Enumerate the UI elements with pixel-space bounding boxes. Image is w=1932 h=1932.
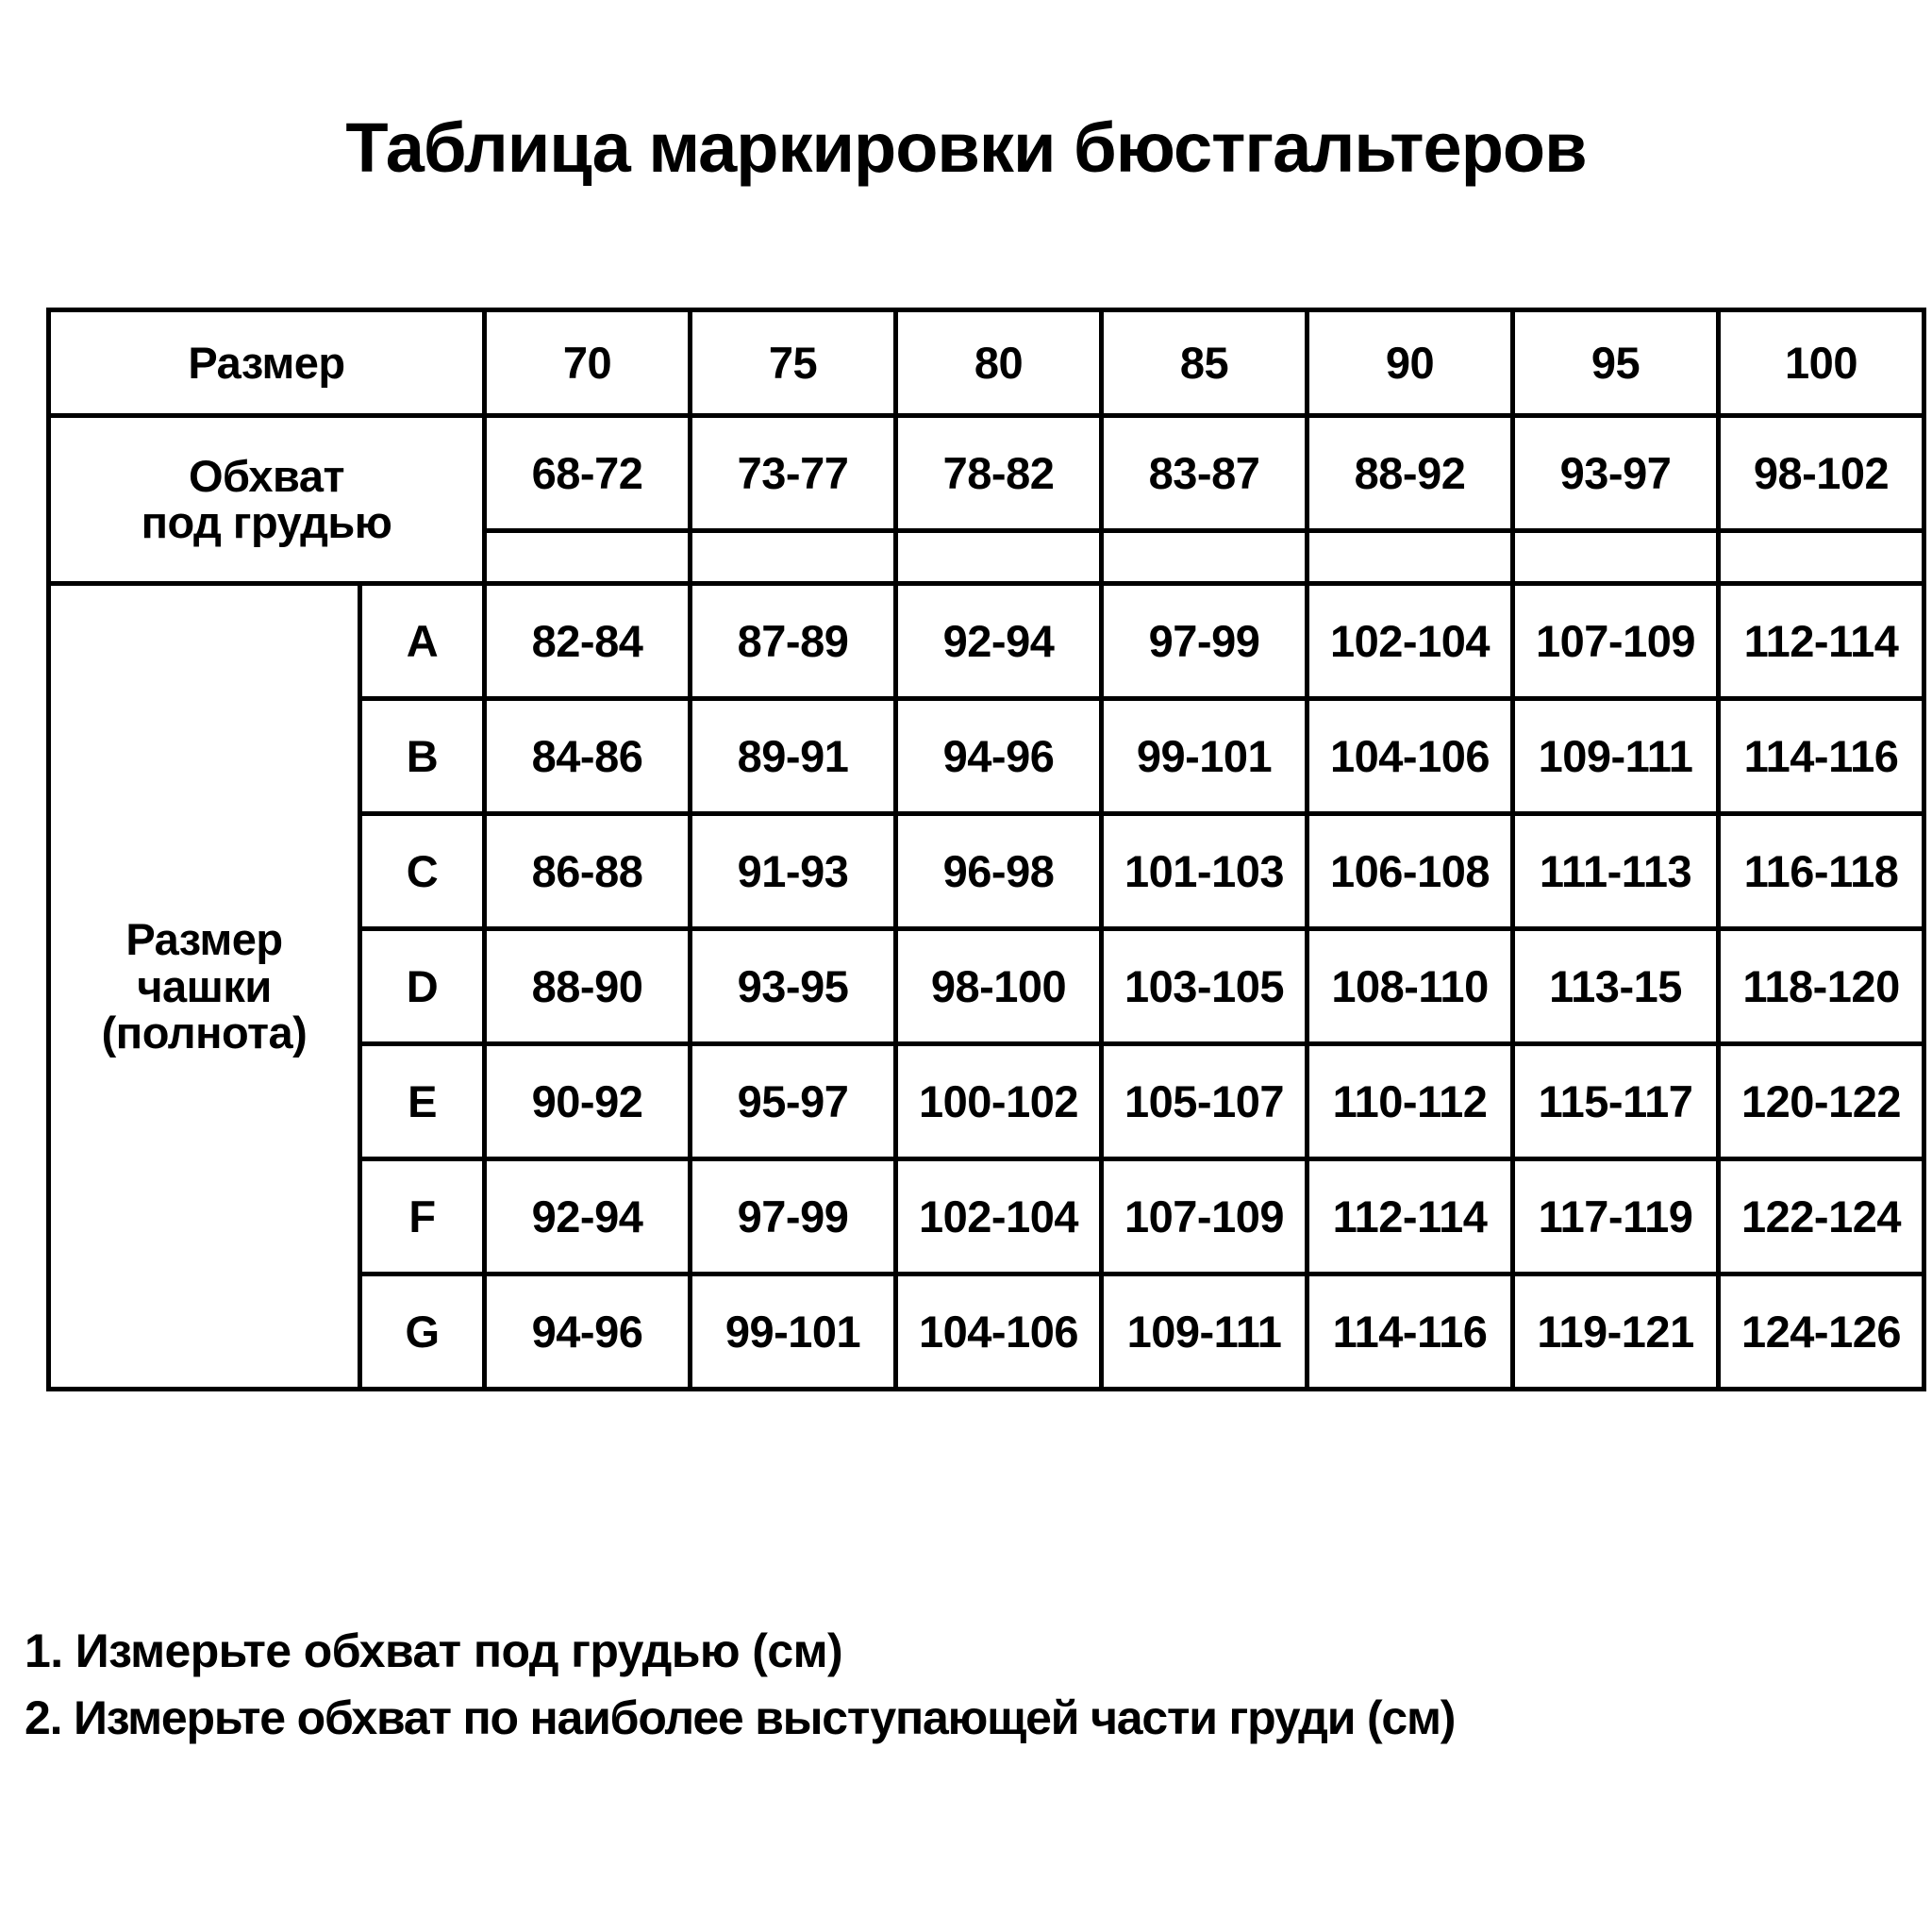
cup-e-80: 100-102 [896,1043,1102,1158]
cup-letter-e: E [360,1043,485,1158]
band-size-95: 95 [1513,309,1719,415]
cup-letter-c: C [360,813,485,928]
cup-e-85: 105-107 [1102,1043,1307,1158]
cup-f-95: 117-119 [1513,1158,1719,1274]
cup-e-90: 110-112 [1307,1043,1513,1158]
cup-letter-d: D [360,928,485,1043]
cup-a-100: 112-114 [1719,583,1924,698]
cup-letter-f: F [360,1158,485,1274]
cup-a-90: 102-104 [1307,583,1513,698]
cup-c-100: 116-118 [1719,813,1924,928]
cup-g-70: 94-96 [485,1274,691,1389]
table-row-cup-a [49,583,1924,698]
cup-e-100: 120-122 [1719,1043,1924,1158]
cup-a-95: 107-109 [1513,583,1719,698]
cup-b-70: 84-86 [485,698,691,813]
cup-f-85: 107-109 [1102,1158,1307,1274]
cup-d-90: 108-110 [1307,928,1513,1043]
cup-a-80: 92-94 [896,583,1102,698]
table-row-header [49,309,1924,415]
row-label-cup-line1: Размер [125,914,283,965]
cup-f-100: 122-124 [1719,1158,1924,1274]
band-size-80: 80 [896,309,1102,415]
cup-d-100: 118-120 [1719,928,1924,1043]
header-size-label: Размер [49,309,485,415]
cup-c-90: 106-108 [1307,813,1513,928]
underbust-85: 83-87 [1102,415,1307,530]
underbust-90: 88-92 [1307,415,1513,530]
cup-g-85: 109-111 [1102,1274,1307,1389]
underbust-70: 68-72 [485,415,691,530]
cup-f-90: 112-114 [1307,1158,1513,1274]
cup-b-85: 99-101 [1102,698,1307,813]
cup-b-100: 114-116 [1719,698,1924,813]
cup-b-95: 109-111 [1513,698,1719,813]
cup-letter-b: B [360,698,485,813]
cup-c-75: 91-93 [691,813,896,928]
cup-e-75: 95-97 [691,1043,896,1158]
underbust-95: 93-97 [1513,415,1719,530]
cup-d-95: 113-15 [1513,928,1719,1043]
cup-c-70: 86-88 [485,813,691,928]
cup-g-80: 104-106 [896,1274,1102,1389]
spacer-cell-1 [485,530,691,583]
band-size-75: 75 [691,309,896,415]
cup-d-85: 103-105 [1102,928,1307,1043]
cup-b-90: 104-106 [1307,698,1513,813]
spacer-cell-3 [896,530,1102,583]
cup-e-95: 115-117 [1513,1043,1719,1158]
cup-d-75: 93-95 [691,928,896,1043]
band-size-70: 70 [485,309,691,415]
cup-f-75: 97-99 [691,1158,896,1274]
cup-a-70: 82-84 [485,583,691,698]
page-title: Таблица маркировки бюстгальтеров [345,108,1587,187]
underbust-80: 78-82 [896,415,1102,530]
cup-b-75: 89-91 [691,698,896,813]
spacer-cell-5 [1307,530,1513,583]
table-row-underbust [49,415,1924,530]
band-size-100: 100 [1719,309,1924,415]
cup-a-75: 87-89 [691,583,896,698]
cup-b-80: 94-96 [896,698,1102,813]
cup-g-75: 99-101 [691,1274,896,1389]
cup-d-80: 98-100 [896,928,1102,1043]
cup-letter-a: A [360,583,485,698]
instruction-step-2: 2. Измерьте обхват по наиболее выступающей части груди (см) [25,1691,1456,1744]
size-table-container [24,185,1908,1391]
cup-f-70: 92-94 [485,1158,691,1274]
cup-g-100: 124-126 [1719,1274,1924,1389]
cup-a-85: 97-99 [1102,583,1307,698]
cup-c-95: 111-113 [1513,813,1719,928]
underbust-100: 98-102 [1719,415,1924,530]
cup-e-70: 90-92 [485,1043,691,1158]
cup-c-80: 96-98 [896,813,1102,928]
instruction-step-1: 1. Измерьте обхват под грудью (см) [25,1624,843,1677]
underbust-75: 73-77 [691,415,896,530]
row-label-underbust-line2: под грудью [141,497,392,548]
band-size-85: 85 [1102,309,1307,415]
band-size-90: 90 [1307,309,1513,415]
row-label-cup-line2: чашки [137,960,272,1011]
row-label-cup-size [49,583,360,1389]
spacer-cell-2 [691,530,896,583]
row-label-underbust [49,415,485,583]
cup-g-90: 114-116 [1307,1274,1513,1389]
row-label-cup-line3: (полнота) [101,1007,308,1058]
spacer-cell-7 [1719,530,1924,583]
cup-letter-g: G [360,1274,485,1389]
cup-f-80: 102-104 [896,1158,1102,1274]
cup-g-95: 119-121 [1513,1274,1719,1389]
row-label-underbust-line1: Обхват [189,450,344,501]
instructions [25,1618,1907,1752]
spacer-cell-6 [1513,530,1719,583]
cup-c-85: 101-103 [1102,813,1307,928]
spacer-cell-4 [1102,530,1307,583]
cup-d-70: 88-90 [485,928,691,1043]
bra-size-table [46,308,1926,1391]
